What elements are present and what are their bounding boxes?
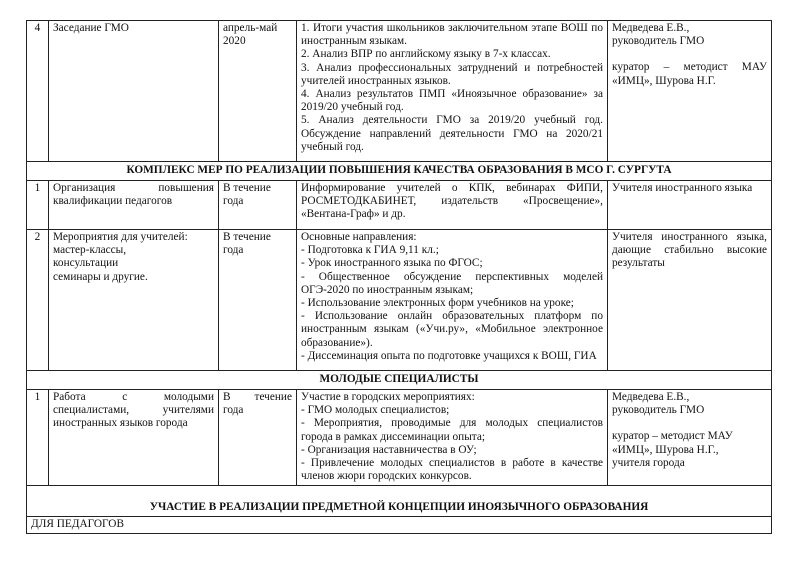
responsible-line: куратор – методист МАУ «ИМЦ», Шурова Н.Г., <box>612 430 733 456</box>
responsible-cell <box>608 21 772 162</box>
event-line: Мероприятия для учителей: <box>53 231 188 243</box>
document-page <box>26 20 771 534</box>
responsible-line: руководитель ГМО <box>612 404 705 417</box>
section-title: КОМПЛЕКС МЕР ПО РЕАЛИЗАЦИИ ПОВЫШЕНИЯ КАЧЕСТВА ОБРАЗОВАНИЯ В МСО Г. СУРГУТА <box>27 162 772 181</box>
section-title: МОЛОДЫЕ СПЕЦИАЛИСТЫ <box>27 371 772 390</box>
event-cell <box>49 230 219 371</box>
spacer <box>612 417 767 430</box>
responsible-line: учителя города <box>612 456 685 469</box>
content-line: 2. Анализ ВПР по английскому языку в 7-х классах. <box>301 48 551 61</box>
table-row <box>27 21 772 162</box>
content-line: 3. Анализ профессиональных затруднений и потребностей учителей иностранных языков. <box>301 61 603 87</box>
content-line: - Подготовка к ГИА 9,11 кл.; <box>301 244 439 257</box>
row-number: 1 <box>27 181 49 230</box>
content-line: - Мероприятия, проводимые для молодых специалистов города в рамках диссеминации опыта; <box>301 417 603 443</box>
table-row <box>27 181 772 230</box>
content-line: - Диссеминация опыта по подготовке учащихся к ВОШ, ГИА <box>301 349 597 362</box>
content-line: - Использование электронных форм учебников на уроке; <box>301 297 574 310</box>
event-cell: Заседание ГМО <box>49 21 219 162</box>
table-row <box>27 390 772 486</box>
event-line: семинары и другие. <box>53 270 148 283</box>
event-cell: Организация повышения квалификации педагогов <box>49 181 219 230</box>
content-cell <box>297 181 608 230</box>
dates-cell: В течение года <box>219 390 297 486</box>
section-title: УЧАСТИЕ В РЕАЛИЗАЦИИ ПРЕДМЕТНОЙ КОНЦЕПЦИИ ИНОЯЗЫЧНОГО ОБРАЗОВАНИЯ <box>27 486 772 517</box>
content-line: 5. Анализ деятельности ГМО за 2019/20 учебный год. Обсуждение направлений деятельности ГМО на 2020/21 учебный год. <box>301 114 603 153</box>
section-header-row <box>27 486 772 517</box>
event-line: мастер-классы, <box>53 244 127 257</box>
responsible-line: куратор – методист МАУ «ИМЦ», Шурова Н.Г. <box>612 61 767 87</box>
responsible-cell <box>608 390 772 486</box>
responsible-line: руководитель ГМО <box>612 35 705 48</box>
content-line: - Урок иностранного языка по ФГОС; <box>301 257 483 270</box>
responsible-cell <box>608 181 772 230</box>
content-cell <box>297 390 608 486</box>
section-header-row <box>27 162 772 181</box>
event-line: консультации <box>53 257 119 270</box>
content-line: - Привлечение молодых специалистов в работе в качестве членов жюри городских конкурсов. <box>301 457 603 483</box>
content-line: Информирование учителей о КПК, вебинарах ФИПИ, РОСМЕТОДКАБИНЕТ, издательств «Просвещение», «Вентана-Граф» и др. <box>301 182 603 221</box>
row-number: 1 <box>27 390 49 486</box>
responsible-line: Учителя иностранного языка, дающие стабильно высокие результаты <box>612 231 767 270</box>
content-line: 1. Итоги участия школьников заключительном этапе ВОШ по иностранным языкам. <box>301 22 603 48</box>
content-line: Участие в городских мероприятиях: <box>301 391 475 403</box>
responsible-line: Медведева Е.В., <box>612 22 690 34</box>
row-number: 2 <box>27 230 49 371</box>
table-row <box>27 230 772 371</box>
subsection-title: ДЛЯ ПЕДАГОГОВ <box>27 517 772 533</box>
subsection-row <box>27 517 772 533</box>
content-cell <box>297 230 608 371</box>
row-number: 4 <box>27 21 49 162</box>
content-line: - Использование онлайн образовательных платформ по иностранным языкам («Учи.ру», «Мобильное электронное образование»). <box>301 310 603 349</box>
dates-cell: апрель-май 2020 <box>219 21 297 162</box>
section-header-row <box>27 371 772 390</box>
dates-cell: В течение года <box>219 181 297 230</box>
dates-cell: В течение года <box>219 230 297 371</box>
content-line: 4. Анализ результатов ПМП «Иноязычное образование» за 2019/20 учебный год. <box>301 88 603 114</box>
event-cell: Работа с молодыми специалистами, учителями иностранных языков города <box>49 390 219 486</box>
content-line: Основные направления: <box>301 231 417 243</box>
responsible-line: Медведева Е.В., <box>612 391 690 403</box>
plan-table <box>26 20 772 534</box>
responsible-cell <box>608 230 772 371</box>
spacer <box>612 48 767 61</box>
content-line: - ГМО молодых специалистов; <box>301 404 450 417</box>
content-line: - Общественное обсуждение перспективных моделей ОГЭ-2020 по иностранным языкам; <box>301 270 603 296</box>
responsible-line: Учителя иностранного языка <box>612 182 753 194</box>
content-cell <box>297 21 608 162</box>
content-line: - Организация наставничества в ОУ; <box>301 443 477 456</box>
